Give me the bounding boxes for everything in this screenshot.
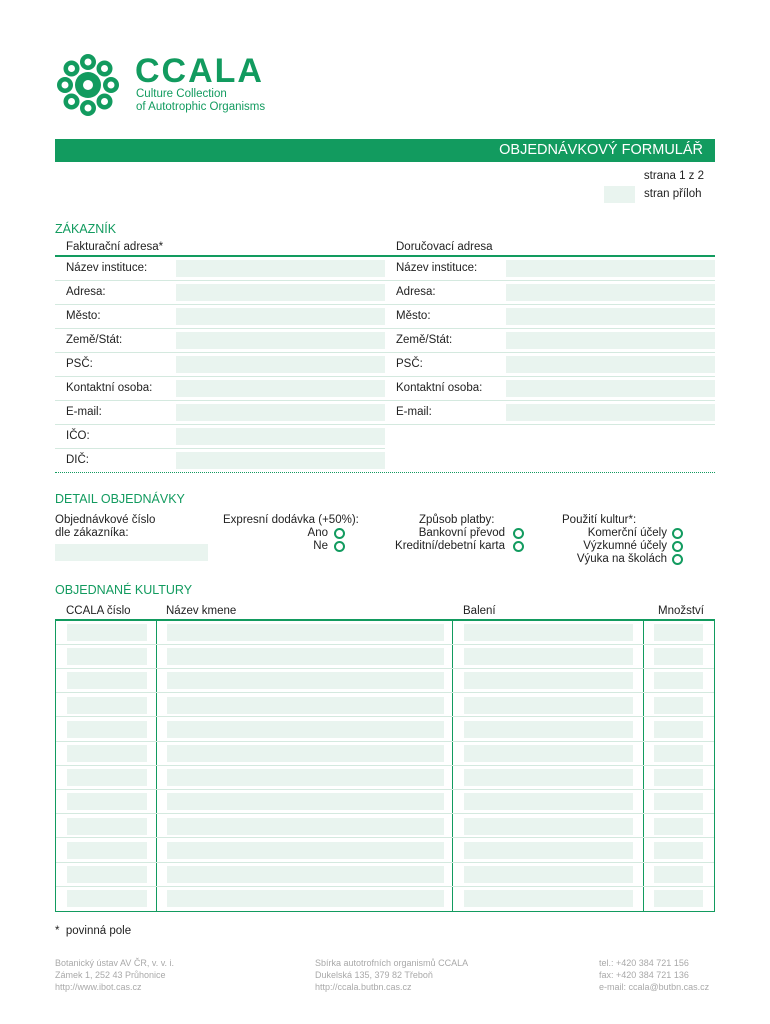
customer-end-divider bbox=[55, 472, 715, 473]
culture-strain-input[interactable] bbox=[167, 793, 444, 810]
culture-number-input[interactable] bbox=[67, 697, 147, 714]
culture-strain-input[interactable] bbox=[167, 866, 444, 883]
delivery-field-label: E-mail: bbox=[396, 406, 432, 418]
billing-field-label: DIČ: bbox=[66, 454, 89, 466]
culture-number-input[interactable] bbox=[67, 866, 147, 883]
express-no-radio[interactable] bbox=[334, 541, 345, 552]
ccala-logo-icon bbox=[55, 52, 121, 118]
culture-strain-input[interactable] bbox=[167, 890, 444, 907]
usage-teaching-radio[interactable] bbox=[672, 554, 683, 565]
culture-package-input[interactable] bbox=[464, 818, 633, 835]
culture-package-input[interactable] bbox=[464, 672, 633, 689]
culture-strain-input[interactable] bbox=[167, 672, 444, 689]
culture-strain-input[interactable] bbox=[167, 842, 444, 859]
delivery-header: Doručovací adresa bbox=[396, 241, 493, 253]
order-number-field[interactable] bbox=[55, 544, 208, 561]
billing-field-input[interactable] bbox=[176, 308, 385, 325]
col-header-package: Balení bbox=[463, 605, 496, 617]
row-divider bbox=[55, 280, 715, 281]
culture-number-input[interactable] bbox=[67, 890, 147, 907]
usage-research-radio[interactable] bbox=[672, 541, 683, 552]
billing-header: Fakturační adresa* bbox=[66, 241, 164, 253]
table-row-divider bbox=[56, 765, 714, 766]
culture-package-input[interactable] bbox=[464, 648, 633, 665]
logo-line2: of Autotrophic Organisms bbox=[136, 101, 266, 113]
delivery-field-label: Kontaktní osoba: bbox=[396, 382, 483, 394]
culture-quantity-input[interactable] bbox=[654, 818, 703, 835]
culture-number-input[interactable] bbox=[67, 818, 147, 835]
logo bbox=[55, 52, 295, 116]
express-yes-radio[interactable] bbox=[334, 528, 345, 539]
delivery-field-label: Adresa: bbox=[396, 286, 436, 298]
culture-quantity-input[interactable] bbox=[654, 769, 703, 786]
required-note: * povinná pole bbox=[55, 925, 132, 937]
order-detail-heading: DETAIL OBJEDNÁVKY bbox=[55, 492, 185, 506]
billing-field-label: IČO: bbox=[66, 430, 90, 442]
footer-line: fax: +420 384 721 136 bbox=[599, 970, 689, 980]
customer-divider bbox=[55, 255, 715, 257]
table-row-divider bbox=[56, 644, 714, 645]
billing-field-label: Město: bbox=[66, 310, 101, 322]
table-row-divider bbox=[56, 813, 714, 814]
billing-field-input[interactable] bbox=[176, 332, 385, 349]
culture-strain-input[interactable] bbox=[167, 745, 444, 762]
culture-strain-input[interactable] bbox=[167, 697, 444, 714]
billing-field-label: Název instituce: bbox=[66, 262, 148, 274]
footer-line: tel.: +420 384 721 156 bbox=[599, 958, 689, 968]
row-divider bbox=[55, 376, 715, 377]
customer-heading: ZÁKAZNÍK bbox=[55, 222, 117, 236]
billing-field-input[interactable] bbox=[176, 380, 385, 397]
culture-number-input[interactable] bbox=[67, 721, 147, 738]
culture-quantity-input[interactable] bbox=[654, 793, 703, 810]
col-header-number: CCALA číslo bbox=[66, 605, 131, 617]
footer-link[interactable]: e-mail: ccala@butbn.cas.cz bbox=[599, 982, 710, 992]
delivery-field-input[interactable] bbox=[506, 380, 715, 397]
payment-card-label: Kreditní/debetní karta bbox=[395, 540, 505, 552]
culture-number-input[interactable] bbox=[67, 672, 147, 689]
footer-line: Dukelská 135, 379 82 Třeboň bbox=[315, 970, 433, 980]
payment-bank-radio[interactable] bbox=[513, 528, 524, 539]
culture-strain-input[interactable] bbox=[167, 721, 444, 738]
payment-label: Způsob platby: bbox=[419, 514, 495, 526]
culture-quantity-input[interactable] bbox=[654, 745, 703, 762]
delivery-field-label: Název instituce: bbox=[396, 262, 478, 274]
culture-package-input[interactable] bbox=[464, 697, 633, 714]
delivery-field-label: PSČ: bbox=[396, 358, 423, 370]
footer-col-3 bbox=[599, 957, 709, 993]
delivery-field-input[interactable] bbox=[506, 260, 715, 277]
table-row-divider bbox=[56, 886, 714, 887]
delivery-field-input[interactable] bbox=[506, 332, 715, 349]
express-yes-label: Ano bbox=[307, 527, 328, 539]
culture-number-input[interactable] bbox=[67, 842, 147, 859]
delivery-field-input[interactable] bbox=[506, 284, 715, 301]
culture-package-input[interactable] bbox=[464, 721, 633, 738]
culture-package-input[interactable] bbox=[464, 745, 633, 762]
attachments-label: stran příloh bbox=[644, 188, 702, 200]
culture-number-input[interactable] bbox=[67, 624, 147, 641]
usage-commercial-radio[interactable] bbox=[672, 528, 683, 539]
order-number-label-1: Objednávkové číslo bbox=[55, 514, 156, 526]
billing-field-label: Země/Stát: bbox=[66, 334, 123, 346]
payment-card-radio[interactable] bbox=[513, 541, 524, 552]
culture-quantity-input[interactable] bbox=[654, 672, 703, 689]
table-row-divider bbox=[56, 716, 714, 717]
culture-strain-input[interactable] bbox=[167, 818, 444, 835]
billing-field-input[interactable] bbox=[176, 356, 385, 373]
express-label: Expresní dodávka (+50%): bbox=[223, 514, 359, 526]
row-divider bbox=[55, 328, 715, 329]
culture-quantity-input[interactable] bbox=[654, 721, 703, 738]
footer-link[interactable]: http://ccala.butbn.cas.cz bbox=[315, 982, 412, 992]
culture-quantity-input[interactable] bbox=[654, 890, 703, 907]
culture-number-input[interactable] bbox=[67, 648, 147, 665]
culture-number-input[interactable] bbox=[67, 769, 147, 786]
table-row-divider bbox=[56, 862, 714, 863]
billing-field-input[interactable] bbox=[176, 404, 385, 421]
culture-strain-input[interactable] bbox=[167, 624, 444, 641]
form-title: OBJEDNÁVKOVÝ FORMULÁŘ bbox=[55, 139, 715, 162]
billing-field-input[interactable] bbox=[176, 260, 385, 277]
culture-package-input[interactable] bbox=[464, 793, 633, 810]
row-divider bbox=[55, 400, 715, 401]
delivery-field-input[interactable] bbox=[506, 308, 715, 325]
billing-field-input[interactable] bbox=[176, 284, 385, 301]
culture-package-input[interactable] bbox=[464, 769, 633, 786]
table-row-divider bbox=[56, 837, 714, 838]
billing-field-label: PSČ: bbox=[66, 358, 93, 370]
footer-link[interactable]: http://www.ibot.cas.cz bbox=[55, 982, 142, 992]
logo-name: CCALA bbox=[135, 52, 264, 90]
culture-number-input[interactable] bbox=[67, 745, 147, 762]
billing-field-input[interactable] bbox=[176, 452, 385, 469]
col-header-strain: Název kmene bbox=[166, 605, 237, 617]
page-info: strana 1 z 2 bbox=[643, 170, 704, 182]
table-row-divider bbox=[56, 789, 714, 790]
logo-line1: Culture Collection bbox=[136, 88, 227, 100]
row-divider bbox=[55, 424, 715, 425]
footer-line: Zámek 1, 252 43 Průhonice bbox=[55, 970, 166, 980]
row-divider bbox=[55, 448, 385, 449]
order-number-label-2: dle zákazníka: bbox=[55, 527, 129, 539]
culture-quantity-input[interactable] bbox=[654, 648, 703, 665]
culture-strain-input[interactable] bbox=[167, 648, 444, 665]
table-row-divider bbox=[56, 741, 714, 742]
express-no-label: Ne bbox=[313, 540, 328, 552]
row-divider bbox=[55, 352, 715, 353]
delivery-field-label: Město: bbox=[396, 310, 431, 322]
delivery-field-label: Země/Stát: bbox=[396, 334, 453, 346]
footer-col-2 bbox=[315, 957, 468, 993]
culture-quantity-input[interactable] bbox=[654, 866, 703, 883]
culture-quantity-input[interactable] bbox=[654, 624, 703, 641]
billing-field-label: E-mail: bbox=[66, 406, 102, 418]
usage-label: Použití kultur*: bbox=[562, 514, 637, 526]
culture-package-input[interactable] bbox=[464, 624, 633, 641]
attachments-count-field[interactable] bbox=[604, 186, 635, 203]
culture-quantity-input[interactable] bbox=[654, 697, 703, 714]
billing-field-input[interactable] bbox=[176, 428, 385, 445]
footer-col-1 bbox=[55, 957, 174, 993]
usage-commercial-label: Komerční účely bbox=[587, 527, 667, 539]
footer-line: Botanický ústav AV ČR, v. v. i. bbox=[55, 958, 175, 968]
billing-field-label: Kontaktní osoba: bbox=[66, 382, 153, 394]
table-row-divider bbox=[56, 668, 714, 669]
culture-strain-input[interactable] bbox=[167, 769, 444, 786]
delivery-field-input[interactable] bbox=[506, 356, 715, 373]
billing-field-label: Adresa: bbox=[66, 286, 106, 298]
cultures-heading: OBJEDNANÉ KULTURY bbox=[55, 583, 193, 597]
usage-research-label: Výzkumné účely bbox=[583, 540, 667, 552]
table-row-divider bbox=[56, 692, 714, 693]
col-header-quantity: Množství bbox=[657, 605, 704, 617]
culture-package-input[interactable] bbox=[464, 890, 633, 907]
footer-line: Sbírka autotrofních organismů CCALA bbox=[315, 958, 469, 968]
culture-quantity-input[interactable] bbox=[654, 842, 703, 859]
culture-number-input[interactable] bbox=[67, 793, 147, 810]
cultures-table bbox=[55, 620, 715, 912]
payment-bank-label: Bankovní převod bbox=[418, 527, 505, 539]
delivery-field-input[interactable] bbox=[506, 404, 715, 421]
usage-teaching-label: Výuka na školách bbox=[576, 553, 667, 565]
culture-package-input[interactable] bbox=[464, 842, 633, 859]
culture-package-input[interactable] bbox=[464, 866, 633, 883]
row-divider bbox=[55, 304, 715, 305]
